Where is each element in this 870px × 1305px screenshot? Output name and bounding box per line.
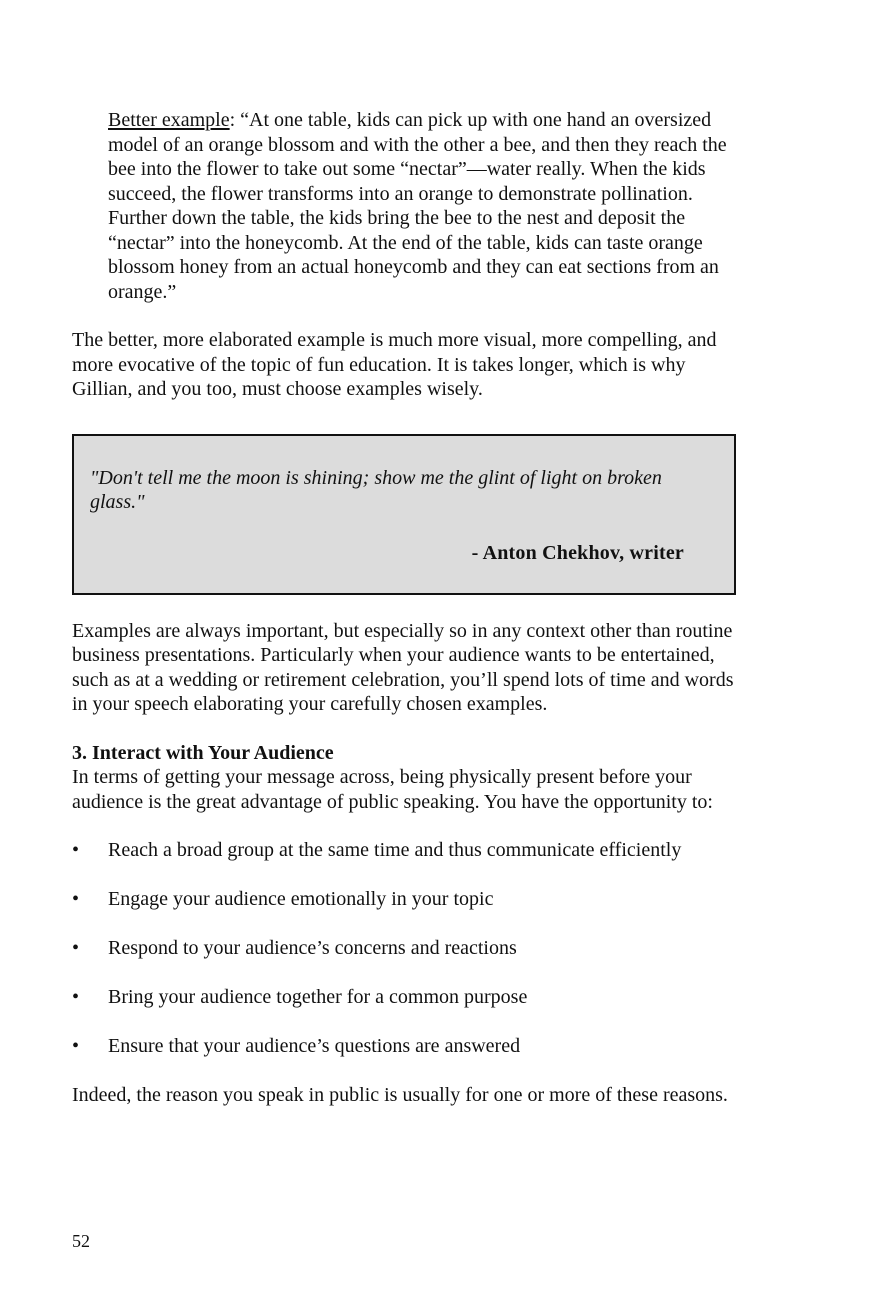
list-item-text: Respond to your audience’s concerns and reactions — [108, 937, 517, 959]
page-content — [72, 108, 740, 1108]
bullet-icon: • — [72, 986, 80, 1008]
list-item-text: Bring your audience together for a common purpose — [108, 986, 528, 1008]
list-item-text: Reach a broad group at the same time and thus communicate efficiently — [108, 839, 682, 861]
better-example-text: : “At one table, kids can pick up with one hand an oversized model of an orange blossom and with the other a bee, and then they reach the bee into the flower to take out some “nectar”—water really. When the kids succeed, the flower transforms into an orange to demonstrate pollination. Further down the table, the kids bring the bee to the nest and deposit the “nectar” into the honeycomb. At the end of the table, kids can taste orange blossom honey from an actual honeycomb and they can eat sections from an orange.” — [108, 109, 727, 303]
closing-paragraph: Indeed, the reason you speak in public is usually for one or more of these reasons. — [72, 1084, 728, 1106]
list-item-text: Engage your audience emotionally in your topic — [108, 888, 494, 910]
quote-attribution: - Anton Chekhov, writer — [471, 541, 684, 564]
examples-paragraph: Examples are always important, but especially so in any context other than routine business presentations. Particularly when your audience wants to be entertained, such as at a wedding or retirement celebration, you’ll spend lots of time and words in your speech elaborating your carefully chosen examples. — [72, 619, 734, 715]
section-heading: 3. Interact with Your Audience — [72, 741, 334, 764]
list-item — [72, 1034, 740, 1059]
list-item — [72, 887, 740, 912]
list-item — [72, 936, 740, 961]
bullet-icon: • — [72, 937, 80, 959]
list-item — [72, 838, 740, 863]
bullet-icon: • — [72, 1035, 80, 1057]
list-item — [72, 985, 740, 1010]
elaborated-paragraph: The better, more elaborated example is much more visual, more compelling, and more evocative of the topic of fun education. It is takes longer, which is why Gillian, and you too, must choose examples wisely. — [72, 329, 717, 400]
bullet-icon: • — [72, 888, 80, 910]
quote-text: "Don't tell me the moon is shining; show me the glint of light on broken glass." — [90, 466, 662, 513]
bullet-icon: • — [72, 839, 80, 861]
better-example-label: Better example — [108, 109, 230, 131]
page-number: 52 — [72, 1231, 90, 1251]
quote-box — [72, 434, 736, 595]
better-example-paragraph — [72, 108, 740, 304]
bullet-list — [72, 838, 740, 1059]
section-intro: In terms of getting your message across, being physically present before your audience is the great advantage of public speaking. You have the opportunity to: — [72, 766, 713, 813]
list-item-text: Ensure that your audience’s questions are answered — [108, 1035, 521, 1057]
